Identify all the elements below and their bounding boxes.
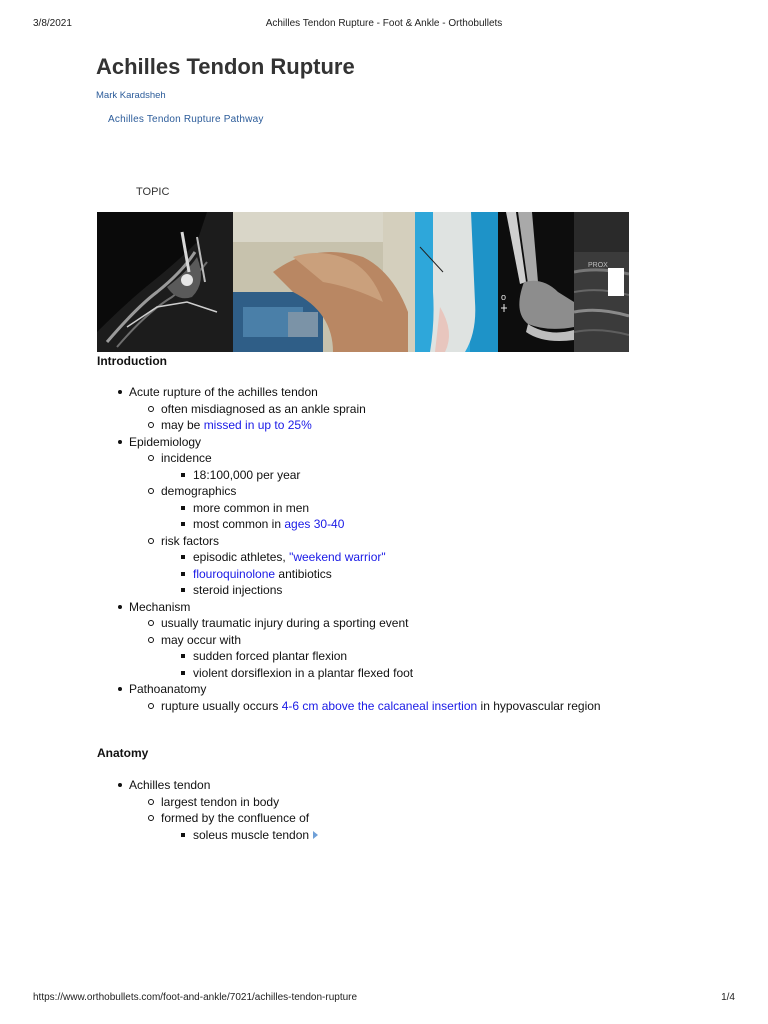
list-item: largest tendon in body <box>0 794 700 811</box>
list-item: more common in men <box>0 500 700 517</box>
list-item: usually traumatic injury during a sporting event <box>0 615 700 632</box>
xray-image[interactable] <box>498 212 574 352</box>
list-item: flouroquinolone antibiotics <box>0 566 700 583</box>
list-item: often misdiagnosed as an ankle sprain <box>0 401 700 418</box>
list-item: violent dorsiflexion in a plantar flexed foot <box>0 665 700 682</box>
list-item: rupture usually occurs 4-6 cm above the calcaneal insertion in hypovascular region <box>0 698 700 715</box>
ages-link[interactable]: ages 30-40 <box>284 517 345 531</box>
list-item: episodic athletes, "weekend warrior" <box>0 549 700 566</box>
anatomy-list <box>0 777 700 843</box>
ultrasound-label: PROX <box>588 262 608 269</box>
list-item: sudden forced plantar flexion <box>0 648 700 665</box>
list-item: demographics <box>0 483 700 500</box>
rupture-location-link[interactable]: 4-6 cm above the calcaneal insertion <box>281 698 478 713</box>
mri-image[interactable] <box>97 212 233 352</box>
article-title: Achilles Tendon Rupture <box>96 54 355 79</box>
print-page-title: Achilles Tendon Rupture - Foot & Ankle - Orthobullets <box>265 18 503 29</box>
list-item: most common in ages 30-40 <box>0 516 700 533</box>
ultrasound-image[interactable] <box>574 212 629 352</box>
list-item: Pathoanatomy <box>0 681 700 698</box>
list-item: Mechanism <box>0 599 700 616</box>
print-date: 3/8/2021 <box>33 18 72 29</box>
missed-rate-link[interactable]: missed in up to 25% <box>203 418 312 432</box>
weekend-warrior-link[interactable]: "weekend warrior" <box>289 550 386 564</box>
clinical-photo-feet[interactable] <box>233 212 415 352</box>
list-item: may occur with <box>0 632 700 649</box>
topic-image-strip <box>97 212 629 352</box>
topic-label: TOPIC <box>136 186 170 198</box>
print-page-number: 1/4 <box>721 992 735 1003</box>
svg-text:o: o <box>501 292 507 302</box>
list-item: Acute rupture of the achilles tendon <box>0 384 700 401</box>
author-link[interactable]: Mark Karadsheh <box>96 90 166 101</box>
flouroquinolone-link[interactable]: flouroquinolone <box>193 566 276 581</box>
pathway-link[interactable]: Achilles Tendon Rupture Pathway <box>108 114 264 125</box>
clinical-photo-calf[interactable] <box>415 212 498 352</box>
anatomy-heading: Anatomy <box>97 746 149 760</box>
expand-triangle-icon[interactable] <box>313 831 318 839</box>
print-url: https://www.orthobullets.com/foot-and-ankle/7021/achilles-tendon-rupture <box>33 992 358 1003</box>
list-item: 18:100,000 per year <box>0 467 700 484</box>
list-item: incidence <box>0 450 700 467</box>
list-item: steroid injections <box>0 582 700 599</box>
list-item: risk factors <box>0 533 700 550</box>
list-item: formed by the confluence of <box>0 810 700 827</box>
list-item: soleus muscle tendon <box>0 827 700 844</box>
introduction-list <box>0 384 700 714</box>
list-item: Achilles tendon <box>0 777 700 794</box>
list-item: Epidemiology <box>0 434 700 451</box>
list-item: may be missed in up to 25% <box>0 417 700 434</box>
introduction-heading: Introduction <box>97 354 167 368</box>
